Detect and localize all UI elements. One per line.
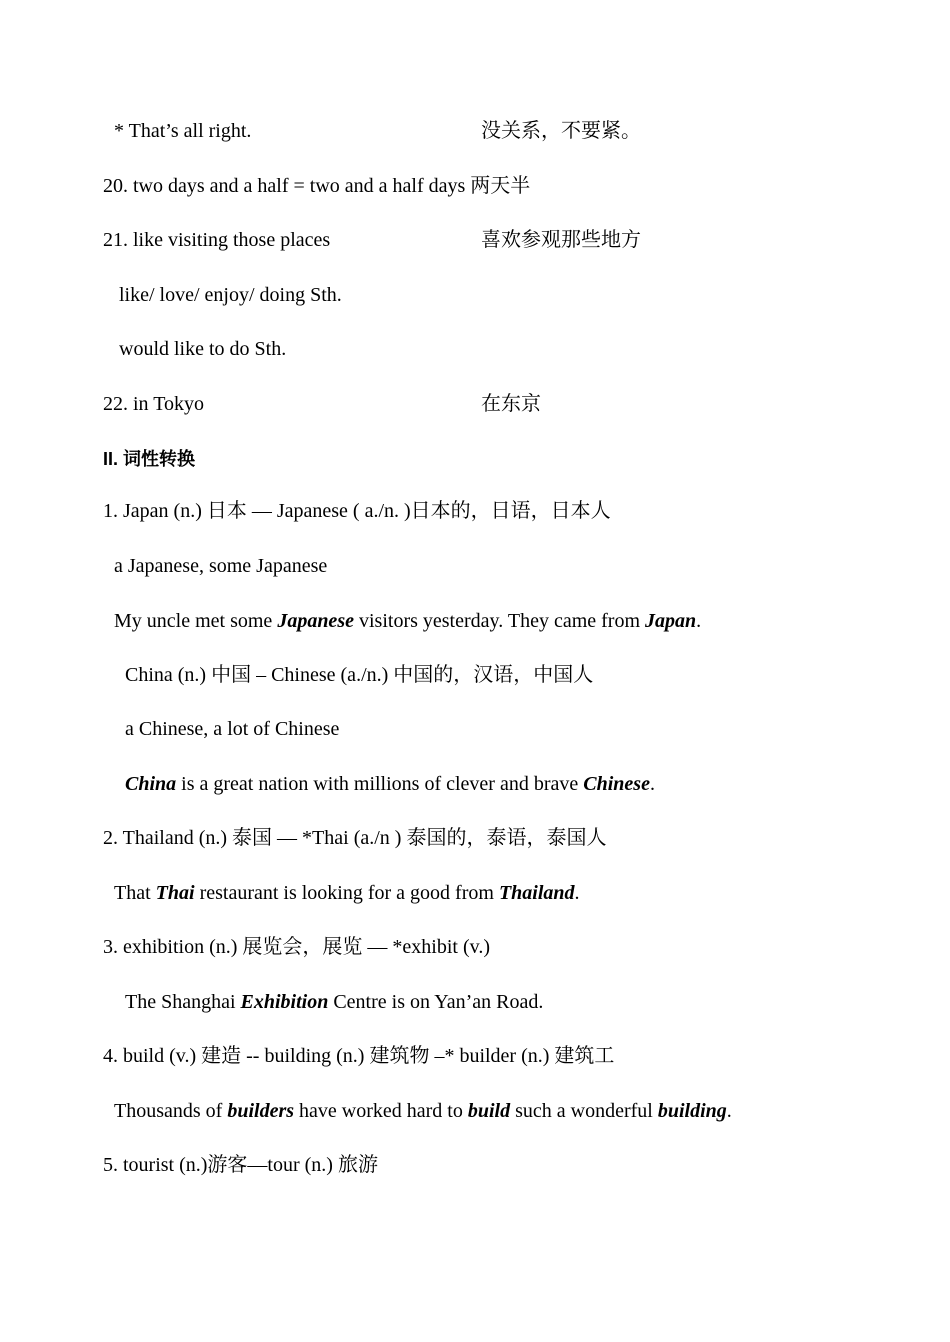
item-21-cn: 喜欢参观那些地方 (481, 229, 641, 251)
emphasis-word: build (467, 1100, 511, 1122)
line-thats-all-right (114, 119, 251, 143)
entry-exhibition-text: 3. exhibition (n.) 展览会，展览 — *exhibit (v.) (103, 936, 490, 958)
item-22-en: 22. in Tokyo (103, 393, 205, 415)
section-heading (103, 447, 195, 471)
item-22-cn-line (481, 392, 541, 416)
sentence-part: . (649, 773, 655, 795)
entry-thailand-text: 2. Thailand (n.) 泰国 — *Thai (a./n ) 泰国的，泰语，泰国人 (103, 827, 607, 849)
emphasis-word: China (125, 773, 177, 795)
sentence-part: That (114, 882, 156, 904)
entry-china-text: China (n.) 中国 – Chinese (a./n.) 中国的，汉语，中国人 (125, 664, 594, 686)
example-chinese-phrases (125, 717, 339, 741)
item-21-en: 21. like visiting those places (103, 229, 331, 251)
emphasis-word: Thai (155, 882, 195, 904)
sentence-part: The Shanghai (125, 991, 241, 1013)
sentence-part: . (726, 1100, 732, 1122)
sentence-part: is a great nation with millions of clever and brave (176, 773, 584, 795)
sentence-part: such a wonderful (510, 1100, 658, 1122)
entry-exhibition (103, 935, 490, 959)
entry-tourist (103, 1153, 378, 1177)
sentence-part: . (696, 610, 702, 632)
phrase-cn: 没关系，不要紧。 (481, 120, 641, 142)
example-sentence-japan (114, 609, 701, 633)
example-sentence-thai (114, 881, 580, 905)
entry-japan (103, 499, 611, 523)
item-21 (103, 228, 330, 252)
entry-japan-text: 1. Japan (n.) 日本 — Japanese ( a./n. )日本的，日语，日本人 (103, 500, 611, 522)
sentence-part: have worked hard to (294, 1100, 468, 1122)
sentence-part: restaurant is looking for a good from (194, 882, 499, 904)
usage-would-like-text: would like to do Sth. (119, 338, 287, 360)
emphasis-word: Chinese (583, 773, 650, 795)
item-20-text: 20. two days and a half = two and a half days 两天半 (103, 175, 531, 197)
sentence-part: . (574, 882, 580, 904)
entry-tourist-text: 5. tourist (n.)游客—tour (n.) 旅游 (103, 1154, 378, 1176)
sentence-part: My uncle met some (114, 610, 278, 632)
phrase-en: * That’s all right. (114, 120, 252, 142)
item-22 (103, 392, 204, 416)
section-heading-text: II. 词性转换 (103, 449, 196, 469)
item-22-cn: 在东京 (481, 393, 541, 415)
item-21-cn-line (481, 228, 641, 252)
emphasis-word: Exhibition (240, 991, 329, 1013)
example-chinese-phrases-text: a Chinese, a lot of Chinese (125, 718, 340, 740)
emphasis-word: builders (227, 1100, 295, 1122)
usage-would-like (119, 337, 286, 361)
emphasis-word: Thailand (498, 882, 575, 904)
entry-china (125, 663, 593, 687)
sentence-part: visitors yesterday. They came from (353, 610, 646, 632)
example-sentence-build (114, 1099, 732, 1123)
sentence-part: Centre is on Yan’an Road. (328, 991, 544, 1013)
example-sentence-exhibition (125, 990, 543, 1014)
entry-build-text: 4. build (v.) 建造 -- building (n.) 建筑物 –* builder (n.) 建筑工 (103, 1045, 615, 1067)
emphasis-word: Japanese (277, 610, 354, 632)
entry-thailand (103, 826, 606, 850)
example-japanese-phrases (114, 554, 327, 578)
line-thats-all-right-cn (481, 119, 641, 143)
entry-build (103, 1044, 614, 1068)
example-sentence-china (125, 772, 655, 796)
sentence-part: Thousands of (114, 1100, 228, 1122)
usage-like-doing (119, 283, 342, 307)
example-japanese-phrases-text: a Japanese, some Japanese (114, 555, 328, 577)
emphasis-word: building (657, 1100, 727, 1122)
emphasis-word: Japan (645, 610, 697, 632)
item-20 (103, 174, 530, 198)
usage-like-doing-text: like/ love/ enjoy/ doing Sth. (119, 284, 342, 306)
